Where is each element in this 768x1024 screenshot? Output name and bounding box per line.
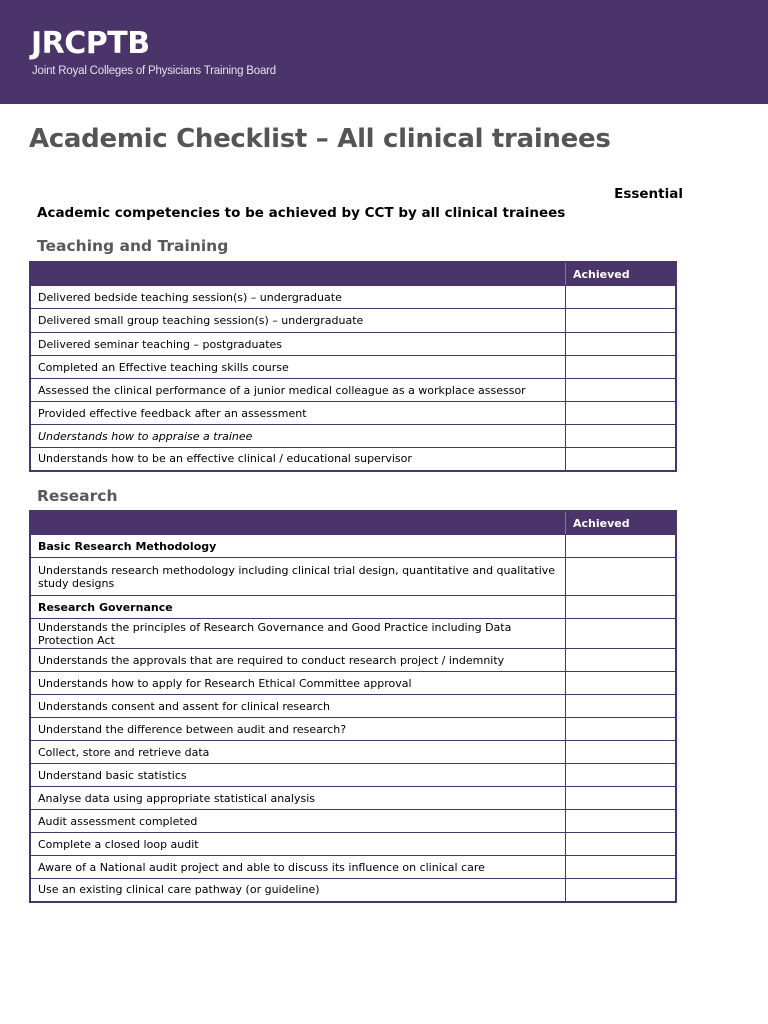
achieved-cell[interactable]	[566, 425, 677, 448]
table-row	[30, 619, 676, 649]
achieved-cell[interactable]	[566, 672, 677, 695]
table-row	[30, 356, 676, 379]
table-row	[30, 764, 676, 787]
achieved-cell[interactable]	[566, 402, 677, 425]
achieved-cell[interactable]	[566, 764, 677, 787]
achieved-cell[interactable]	[566, 833, 677, 856]
competency-label: Analyse data using appropriate statistical analysis	[30, 787, 566, 810]
competency-label: Provided effective feedback after an assessment	[30, 402, 566, 425]
achieved-header: Achieved	[566, 511, 677, 535]
header-blank-cell	[30, 511, 566, 535]
subsection-label: Basic Research Methodology	[30, 535, 566, 558]
competency-label: Understands consent and assent for clinical research	[30, 695, 566, 718]
table-row	[30, 535, 676, 558]
achieved-cell[interactable]	[566, 558, 677, 596]
achieved-cell[interactable]	[566, 741, 677, 764]
competency-label: Understands the approvals that are required to conduct research project / indemnity	[30, 649, 566, 672]
competency-label: Use an existing clinical care pathway (or guideline)	[30, 879, 566, 902]
competency-label: Aware of a National audit project and able to discuss its influence on clinical care	[30, 856, 566, 879]
achieved-cell[interactable]	[566, 787, 677, 810]
achieved-cell[interactable]	[566, 649, 677, 672]
subsection-label: Research Governance	[30, 596, 566, 619]
intro-text: Academic competencies to be achieved by CCT by all clinical trainees	[37, 205, 566, 221]
table-row	[30, 879, 676, 902]
achieved-cell[interactable]	[566, 286, 677, 309]
table-row	[30, 286, 676, 309]
table-row	[30, 402, 676, 425]
achieved-cell[interactable]	[566, 379, 677, 402]
table-row	[30, 718, 676, 741]
table-row	[30, 810, 676, 833]
achieved-cell[interactable]	[566, 535, 677, 558]
competency-label: Understands research methodology including clinical trial design, quantitative and qualitative study designs	[30, 558, 566, 596]
table-row	[30, 379, 676, 402]
logo: JRCPTB	[31, 26, 150, 61]
achieved-cell[interactable]	[566, 356, 677, 379]
logo-subtitle: Joint Royal Colleges of Physicians Training Board	[32, 65, 276, 77]
table-row	[30, 741, 676, 764]
table-row	[30, 596, 676, 619]
table-row	[30, 833, 676, 856]
table-row	[30, 787, 676, 810]
table-row	[30, 672, 676, 695]
achieved-cell[interactable]	[566, 448, 677, 471]
header-banner	[0, 0, 768, 104]
achieved-cell[interactable]	[566, 879, 677, 902]
table-row	[30, 856, 676, 879]
competency-label: Understand basic statistics	[30, 764, 566, 787]
research-table	[29, 510, 677, 903]
achieved-cell[interactable]	[566, 810, 677, 833]
competency-label: Completed an Effective teaching skills course	[30, 356, 566, 379]
table-row	[30, 333, 676, 356]
research-heading: Research	[37, 487, 118, 505]
achieved-cell[interactable]	[566, 619, 677, 649]
competency-label: Delivered bedside teaching session(s) – undergraduate	[30, 286, 566, 309]
page-title: Academic Checklist – All clinical trainees	[29, 124, 611, 154]
competency-label: Understands the principles of Research Governance and Good Practice including Data Protection Act	[30, 619, 566, 649]
teaching-heading: Teaching and Training	[37, 237, 229, 255]
competency-label: Understand the difference between audit and research?	[30, 718, 566, 741]
achieved-header: Achieved	[566, 262, 677, 286]
competency-label: Complete a closed loop audit	[30, 833, 566, 856]
essential-label: Essential	[614, 186, 683, 202]
competency-label: Delivered small group teaching session(s) – undergraduate	[30, 309, 566, 333]
table-row	[30, 448, 676, 471]
achieved-cell[interactable]	[566, 333, 677, 356]
achieved-cell[interactable]	[566, 695, 677, 718]
achieved-cell[interactable]	[566, 309, 677, 333]
table-row	[30, 558, 676, 596]
competency-label: Assessed the clinical performance of a junior medical colleague as a workplace assessor	[30, 379, 566, 402]
table-row	[30, 695, 676, 718]
competency-label: Delivered seminar teaching – postgraduates	[30, 333, 566, 356]
competency-label: Understands how to be an effective clinical / educational supervisor	[30, 448, 566, 471]
competency-label: Understands how to apply for Research Ethical Committee approval	[30, 672, 566, 695]
competency-label: Understands how to appraise a trainee	[30, 425, 566, 448]
achieved-cell[interactable]	[566, 718, 677, 741]
table-row	[30, 425, 676, 448]
table-header-row	[30, 262, 676, 286]
table-row	[30, 649, 676, 672]
competency-label: Collect, store and retrieve data	[30, 741, 566, 764]
table-header-row	[30, 511, 676, 535]
achieved-cell[interactable]	[566, 596, 677, 619]
competency-label: Audit assessment completed	[30, 810, 566, 833]
header-blank-cell	[30, 262, 566, 286]
teaching-table	[29, 261, 677, 472]
table-row	[30, 309, 676, 333]
achieved-cell[interactable]	[566, 856, 677, 879]
